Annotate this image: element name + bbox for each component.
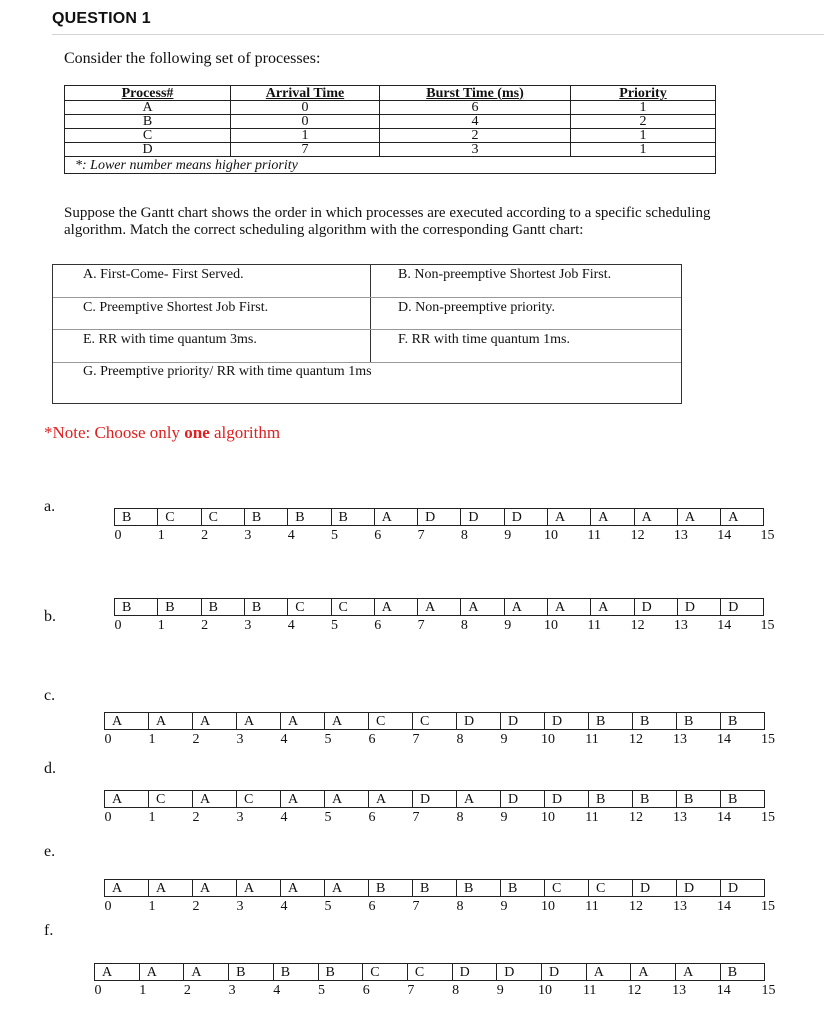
gantt-tick: 5 bbox=[331, 618, 338, 633]
gantt-slot: A bbox=[104, 879, 149, 897]
cell-priority: 1 bbox=[571, 129, 716, 143]
gantt-label: a. bbox=[44, 498, 56, 515]
gantt-slot: A bbox=[374, 598, 418, 616]
gantt-slot: B bbox=[676, 790, 721, 808]
process-table bbox=[64, 85, 716, 174]
gantt-slot: A bbox=[104, 790, 149, 808]
gantt-slot: B bbox=[114, 598, 158, 616]
cell-burst: 6 bbox=[380, 101, 571, 115]
gantt-tick: 12 bbox=[629, 810, 643, 825]
gantt-tick: 12 bbox=[630, 618, 645, 633]
header-priority: Priority bbox=[571, 86, 716, 101]
gantt-tick: 4 bbox=[280, 732, 288, 747]
gantt-tick: 6 bbox=[374, 618, 382, 633]
gantt-tick: 11 bbox=[585, 732, 599, 747]
gantt-tick: 8 bbox=[460, 528, 468, 543]
gantt-tick: 7 bbox=[417, 528, 425, 543]
gantt-tick: 12 bbox=[630, 528, 645, 543]
gantt-tick: 1 bbox=[157, 618, 165, 633]
gantt-slot: B bbox=[228, 963, 274, 981]
gantt-slot: B bbox=[331, 508, 375, 526]
gantt-slot: A bbox=[590, 598, 634, 616]
gantt-slot: C bbox=[287, 598, 331, 616]
gantt-slot: C bbox=[157, 508, 201, 526]
question-intro: Consider the following set of processes: bbox=[64, 50, 321, 67]
gantt-tick: 5 bbox=[324, 899, 332, 914]
table-row bbox=[65, 101, 716, 115]
gantt-tick: 5 bbox=[324, 810, 332, 825]
gantt-tick: 1 bbox=[148, 899, 156, 914]
algorithm-option-a: A. First-Come- First Served. bbox=[83, 267, 244, 282]
gantt-tick: 7 bbox=[412, 732, 420, 747]
gantt-slot: D bbox=[676, 879, 721, 897]
gantt-label: b. bbox=[44, 608, 56, 625]
gantt-slot: A bbox=[417, 598, 461, 616]
table-row bbox=[65, 129, 716, 143]
table-row bbox=[65, 115, 716, 129]
gantt-tick: 10 bbox=[544, 528, 558, 543]
gantt-slot: D bbox=[634, 598, 678, 616]
gantt-slot: D bbox=[544, 790, 589, 808]
gantt-tick: 9 bbox=[504, 528, 512, 543]
gantt-tick: 9 bbox=[504, 618, 512, 633]
gantt-slot: C bbox=[407, 963, 453, 981]
gantt-slot: A bbox=[324, 879, 369, 897]
gantt-tick: 0 bbox=[114, 528, 122, 543]
cell-burst: 4 bbox=[380, 115, 571, 129]
gantt-slot: B bbox=[720, 963, 766, 981]
gantt-tick: 7 bbox=[412, 810, 420, 825]
cell-process: C bbox=[65, 129, 231, 143]
cell-process: D bbox=[65, 143, 231, 157]
gantt-slot: B bbox=[273, 963, 319, 981]
algorithm-option-g: G. Preemptive priority/ RR with time quantum 1ms bbox=[83, 364, 372, 379]
gantt-tick: 13 bbox=[673, 528, 688, 543]
cell-priority: 2 bbox=[571, 115, 716, 129]
gantt-slot: C bbox=[588, 879, 633, 897]
gantt-tick: 0 bbox=[104, 732, 112, 747]
gantt-tick: 5 bbox=[318, 983, 325, 998]
gantt-tick: 7 bbox=[412, 899, 420, 914]
gantt-tick: 14 bbox=[717, 810, 731, 825]
process-table-header bbox=[65, 86, 716, 101]
gantt-slot: A bbox=[148, 879, 193, 897]
gantt-slot: A bbox=[547, 598, 591, 616]
gantt-slot: B bbox=[720, 712, 765, 730]
gantt-tick: 2 bbox=[192, 899, 200, 914]
gantt-tick: 9 bbox=[500, 899, 508, 914]
gantt-tick: 8 bbox=[456, 810, 464, 825]
gantt-tick: 6 bbox=[374, 528, 382, 543]
gantt-tick: 8 bbox=[460, 618, 468, 633]
cell-process: A bbox=[65, 101, 231, 115]
gantt-slot: D bbox=[460, 508, 504, 526]
gantt-tick: 1 bbox=[139, 983, 147, 998]
gantt-tick: 14 bbox=[717, 618, 732, 633]
gantt-slot: D bbox=[500, 790, 545, 808]
gantt-tick: 9 bbox=[500, 810, 508, 825]
gantt-tick: 12 bbox=[627, 983, 642, 998]
gantt-tick: 3 bbox=[244, 528, 252, 543]
cell-burst: 2 bbox=[380, 129, 571, 143]
header-arrival-time: Arrival Time bbox=[231, 86, 380, 101]
gantt-tick: 1 bbox=[148, 810, 156, 825]
gantt-slot: A bbox=[677, 508, 721, 526]
gantt-slot: A bbox=[148, 712, 193, 730]
algorithm-option-e: E. RR with time quantum 3ms. bbox=[83, 332, 257, 347]
gantt-slot: D bbox=[417, 508, 461, 526]
gantt-tick: 13 bbox=[673, 618, 688, 633]
question-title: QUESTION 1 bbox=[52, 10, 151, 27]
gantt-slot: B bbox=[676, 712, 721, 730]
gantt-bar bbox=[114, 598, 765, 616]
gantt-tick: 3 bbox=[236, 810, 244, 825]
gantt-tick: 4 bbox=[280, 899, 288, 914]
gantt-slot: D bbox=[452, 963, 498, 981]
gantt-slot: B bbox=[588, 790, 633, 808]
gantt-slot: A bbox=[236, 879, 281, 897]
gantt-label: c. bbox=[44, 687, 56, 704]
gantt-slot: A bbox=[586, 963, 632, 981]
row-divider bbox=[53, 362, 681, 363]
row-divider bbox=[53, 329, 681, 330]
gantt-tick: 8 bbox=[456, 732, 464, 747]
gantt-tick: 8 bbox=[452, 983, 460, 998]
gantt-tick: 0 bbox=[94, 983, 102, 998]
gantt-tick: 13 bbox=[672, 983, 687, 998]
cell-burst: 3 bbox=[380, 143, 571, 157]
title-divider bbox=[52, 34, 824, 35]
instruction-text: Suppose the Gantt chart shows the order in which processes are executed according to a specific scheduling algorithm. Match the correct scheduling algorithm with the corresponding Gantt chart: bbox=[64, 205, 711, 238]
choose-one-note bbox=[44, 423, 280, 443]
cell-priority: 1 bbox=[571, 101, 716, 115]
gantt-tick: 1 bbox=[148, 732, 156, 747]
row-divider bbox=[53, 297, 681, 298]
cell-arrival: 7 bbox=[231, 143, 380, 157]
gantt-slot: B bbox=[500, 879, 545, 897]
gantt-tick: 11 bbox=[582, 983, 597, 998]
gantt-tick: 14 bbox=[716, 983, 731, 998]
gantt-slot: A bbox=[504, 598, 548, 616]
gantt-slot: A bbox=[280, 879, 325, 897]
gantt-slot: A bbox=[236, 712, 281, 730]
gantt-tick: 4 bbox=[273, 983, 281, 998]
gantt-slot: A bbox=[192, 712, 237, 730]
gantt-tick: 11 bbox=[587, 618, 602, 633]
gantt-slot: A bbox=[634, 508, 678, 526]
algorithm-option-c: C. Preemptive Shortest Job First. bbox=[83, 300, 269, 315]
gantt-slot: C bbox=[368, 712, 413, 730]
gantt-slot: B bbox=[456, 879, 501, 897]
gantt-slot: A bbox=[374, 508, 418, 526]
gantt-slot: A bbox=[280, 790, 325, 808]
gantt-label: e. bbox=[44, 843, 56, 860]
gantt-slot: D bbox=[456, 712, 501, 730]
gantt-tick: 10 bbox=[541, 732, 555, 747]
table-row bbox=[65, 143, 716, 157]
gantt-slot: A bbox=[192, 879, 237, 897]
gantt-tick: 3 bbox=[228, 983, 236, 998]
gantt-tick: 10 bbox=[538, 983, 552, 998]
gantt-tick: 6 bbox=[368, 732, 376, 747]
gantt-tick: 0 bbox=[104, 810, 112, 825]
algorithm-option-f: F. RR with time quantum 1ms. bbox=[398, 332, 570, 347]
gantt-tick: 12 bbox=[629, 899, 643, 914]
gantt-tick: 5 bbox=[324, 732, 332, 747]
gantt-bar bbox=[94, 963, 766, 981]
gantt-slot: D bbox=[544, 712, 589, 730]
note-emphasis: one bbox=[184, 423, 210, 442]
gantt-slot: A bbox=[324, 712, 369, 730]
header-burst-time: Burst Time (ms) bbox=[380, 86, 571, 101]
gantt-tick: 8 bbox=[456, 899, 464, 914]
gantt-tick: 11 bbox=[585, 810, 599, 825]
gantt-label: f. bbox=[44, 922, 54, 939]
gantt-slot: D bbox=[412, 790, 457, 808]
gantt-tick: 7 bbox=[407, 983, 415, 998]
gantt-label: d. bbox=[44, 760, 56, 777]
gantt-slot: A bbox=[456, 790, 501, 808]
gantt-tick: 15 bbox=[761, 810, 775, 825]
cell-arrival: 1 bbox=[231, 129, 380, 143]
gantt-tick: 11 bbox=[585, 899, 599, 914]
gantt-tick: 1 bbox=[157, 528, 165, 543]
gantt-bar bbox=[104, 712, 765, 730]
cell-arrival: 0 bbox=[231, 115, 380, 129]
gantt-slot: D bbox=[541, 963, 587, 981]
gantt-slot: B bbox=[201, 598, 245, 616]
gantt-tick: 0 bbox=[104, 899, 112, 914]
gantt-tick: 2 bbox=[201, 618, 209, 633]
priority-footnote: *: Lower number means higher priority bbox=[65, 157, 716, 174]
gantt-slot: B bbox=[318, 963, 364, 981]
gantt-tick: 2 bbox=[201, 528, 209, 543]
gantt-slot: C bbox=[331, 598, 375, 616]
gantt-slot: D bbox=[504, 508, 548, 526]
gantt-tick: 2 bbox=[192, 732, 200, 747]
gantt-slot: A bbox=[94, 963, 140, 981]
gantt-slot: A bbox=[368, 790, 413, 808]
gantt-tick: 7 bbox=[417, 618, 425, 633]
gantt-tick: 4 bbox=[287, 528, 295, 543]
gantt-slot: A bbox=[183, 963, 229, 981]
gantt-tick: 13 bbox=[673, 899, 687, 914]
gantt-tick: 12 bbox=[629, 732, 643, 747]
gantt-slot: A bbox=[192, 790, 237, 808]
note-prefix: *Note: Choose only bbox=[44, 423, 185, 442]
gantt-slot: C bbox=[201, 508, 245, 526]
gantt-tick: 14 bbox=[717, 732, 731, 747]
note-suffix: algorithm bbox=[209, 423, 281, 442]
gantt-slot: C bbox=[544, 879, 589, 897]
gantt-tick: 10 bbox=[541, 810, 555, 825]
gantt-slot: A bbox=[720, 508, 764, 526]
gantt-tick: 4 bbox=[287, 618, 295, 633]
gantt-tick: 3 bbox=[244, 618, 252, 633]
cell-priority: 1 bbox=[571, 143, 716, 157]
gantt-slot: D bbox=[496, 963, 542, 981]
gantt-slot: A bbox=[280, 712, 325, 730]
gantt-slot: A bbox=[104, 712, 149, 730]
column-divider bbox=[370, 265, 371, 362]
gantt-bar bbox=[104, 879, 765, 897]
table-footnote-row bbox=[65, 157, 716, 174]
gantt-tick: 11 bbox=[587, 528, 602, 543]
gantt-tick: 2 bbox=[183, 983, 191, 998]
gantt-tick: 9 bbox=[500, 732, 508, 747]
gantt-slot: B bbox=[287, 508, 331, 526]
gantt-slot: B bbox=[588, 712, 633, 730]
gantt-slot: D bbox=[632, 879, 677, 897]
gantt-slot: C bbox=[412, 712, 457, 730]
gantt-tick: 2 bbox=[192, 810, 200, 825]
gantt-tick: 14 bbox=[717, 528, 732, 543]
gantt-tick: 15 bbox=[760, 618, 775, 633]
cell-arrival: 0 bbox=[231, 101, 380, 115]
gantt-slot: A bbox=[590, 508, 634, 526]
gantt-slot: B bbox=[157, 598, 201, 616]
gantt-slot: B bbox=[632, 712, 677, 730]
gantt-slot: A bbox=[675, 963, 721, 981]
gantt-slot: D bbox=[720, 879, 765, 897]
gantt-slot: C bbox=[362, 963, 408, 981]
gantt-tick: 10 bbox=[544, 618, 558, 633]
gantt-tick: 6 bbox=[368, 899, 376, 914]
gantt-tick: 5 bbox=[331, 528, 338, 543]
gantt-tick: 6 bbox=[362, 983, 370, 998]
gantt-tick: 15 bbox=[761, 899, 775, 914]
gantt-slot: D bbox=[500, 712, 545, 730]
header-process: Process# bbox=[65, 86, 231, 101]
gantt-bar bbox=[114, 508, 765, 526]
gantt-tick: 15 bbox=[760, 528, 775, 543]
cell-process: B bbox=[65, 115, 231, 129]
gantt-tick: 13 bbox=[673, 732, 687, 747]
gantt-tick: 14 bbox=[717, 899, 731, 914]
gantt-slot: A bbox=[139, 963, 185, 981]
gantt-slot: B bbox=[412, 879, 457, 897]
gantt-slot: B bbox=[244, 508, 288, 526]
gantt-slot: D bbox=[720, 598, 764, 616]
gantt-tick: 3 bbox=[236, 899, 244, 914]
gantt-tick: 15 bbox=[761, 983, 776, 998]
algorithm-options-box bbox=[52, 264, 682, 404]
gantt-tick: 4 bbox=[280, 810, 288, 825]
gantt-slot: A bbox=[324, 790, 369, 808]
gantt-tick: 6 bbox=[368, 810, 376, 825]
gantt-tick: 15 bbox=[761, 732, 775, 747]
algorithm-option-d: D. Non-preemptive priority. bbox=[398, 300, 555, 315]
gantt-slot: D bbox=[677, 598, 721, 616]
gantt-slot: B bbox=[244, 598, 288, 616]
gantt-slot: A bbox=[630, 963, 676, 981]
gantt-slot: A bbox=[460, 598, 504, 616]
gantt-tick: 13 bbox=[673, 810, 687, 825]
gantt-slot: B bbox=[720, 790, 765, 808]
gantt-slot: B bbox=[632, 790, 677, 808]
gantt-tick: 9 bbox=[496, 983, 504, 998]
gantt-slot: B bbox=[368, 879, 413, 897]
gantt-tick: 10 bbox=[541, 899, 555, 914]
gantt-bar bbox=[104, 790, 765, 808]
gantt-tick: 0 bbox=[114, 618, 122, 633]
gantt-slot: B bbox=[114, 508, 158, 526]
algorithm-option-b: B. Non-preemptive Shortest Job First. bbox=[398, 267, 612, 282]
gantt-slot: C bbox=[148, 790, 193, 808]
gantt-slot: A bbox=[547, 508, 591, 526]
gantt-slot: C bbox=[236, 790, 281, 808]
gantt-tick: 3 bbox=[236, 732, 244, 747]
